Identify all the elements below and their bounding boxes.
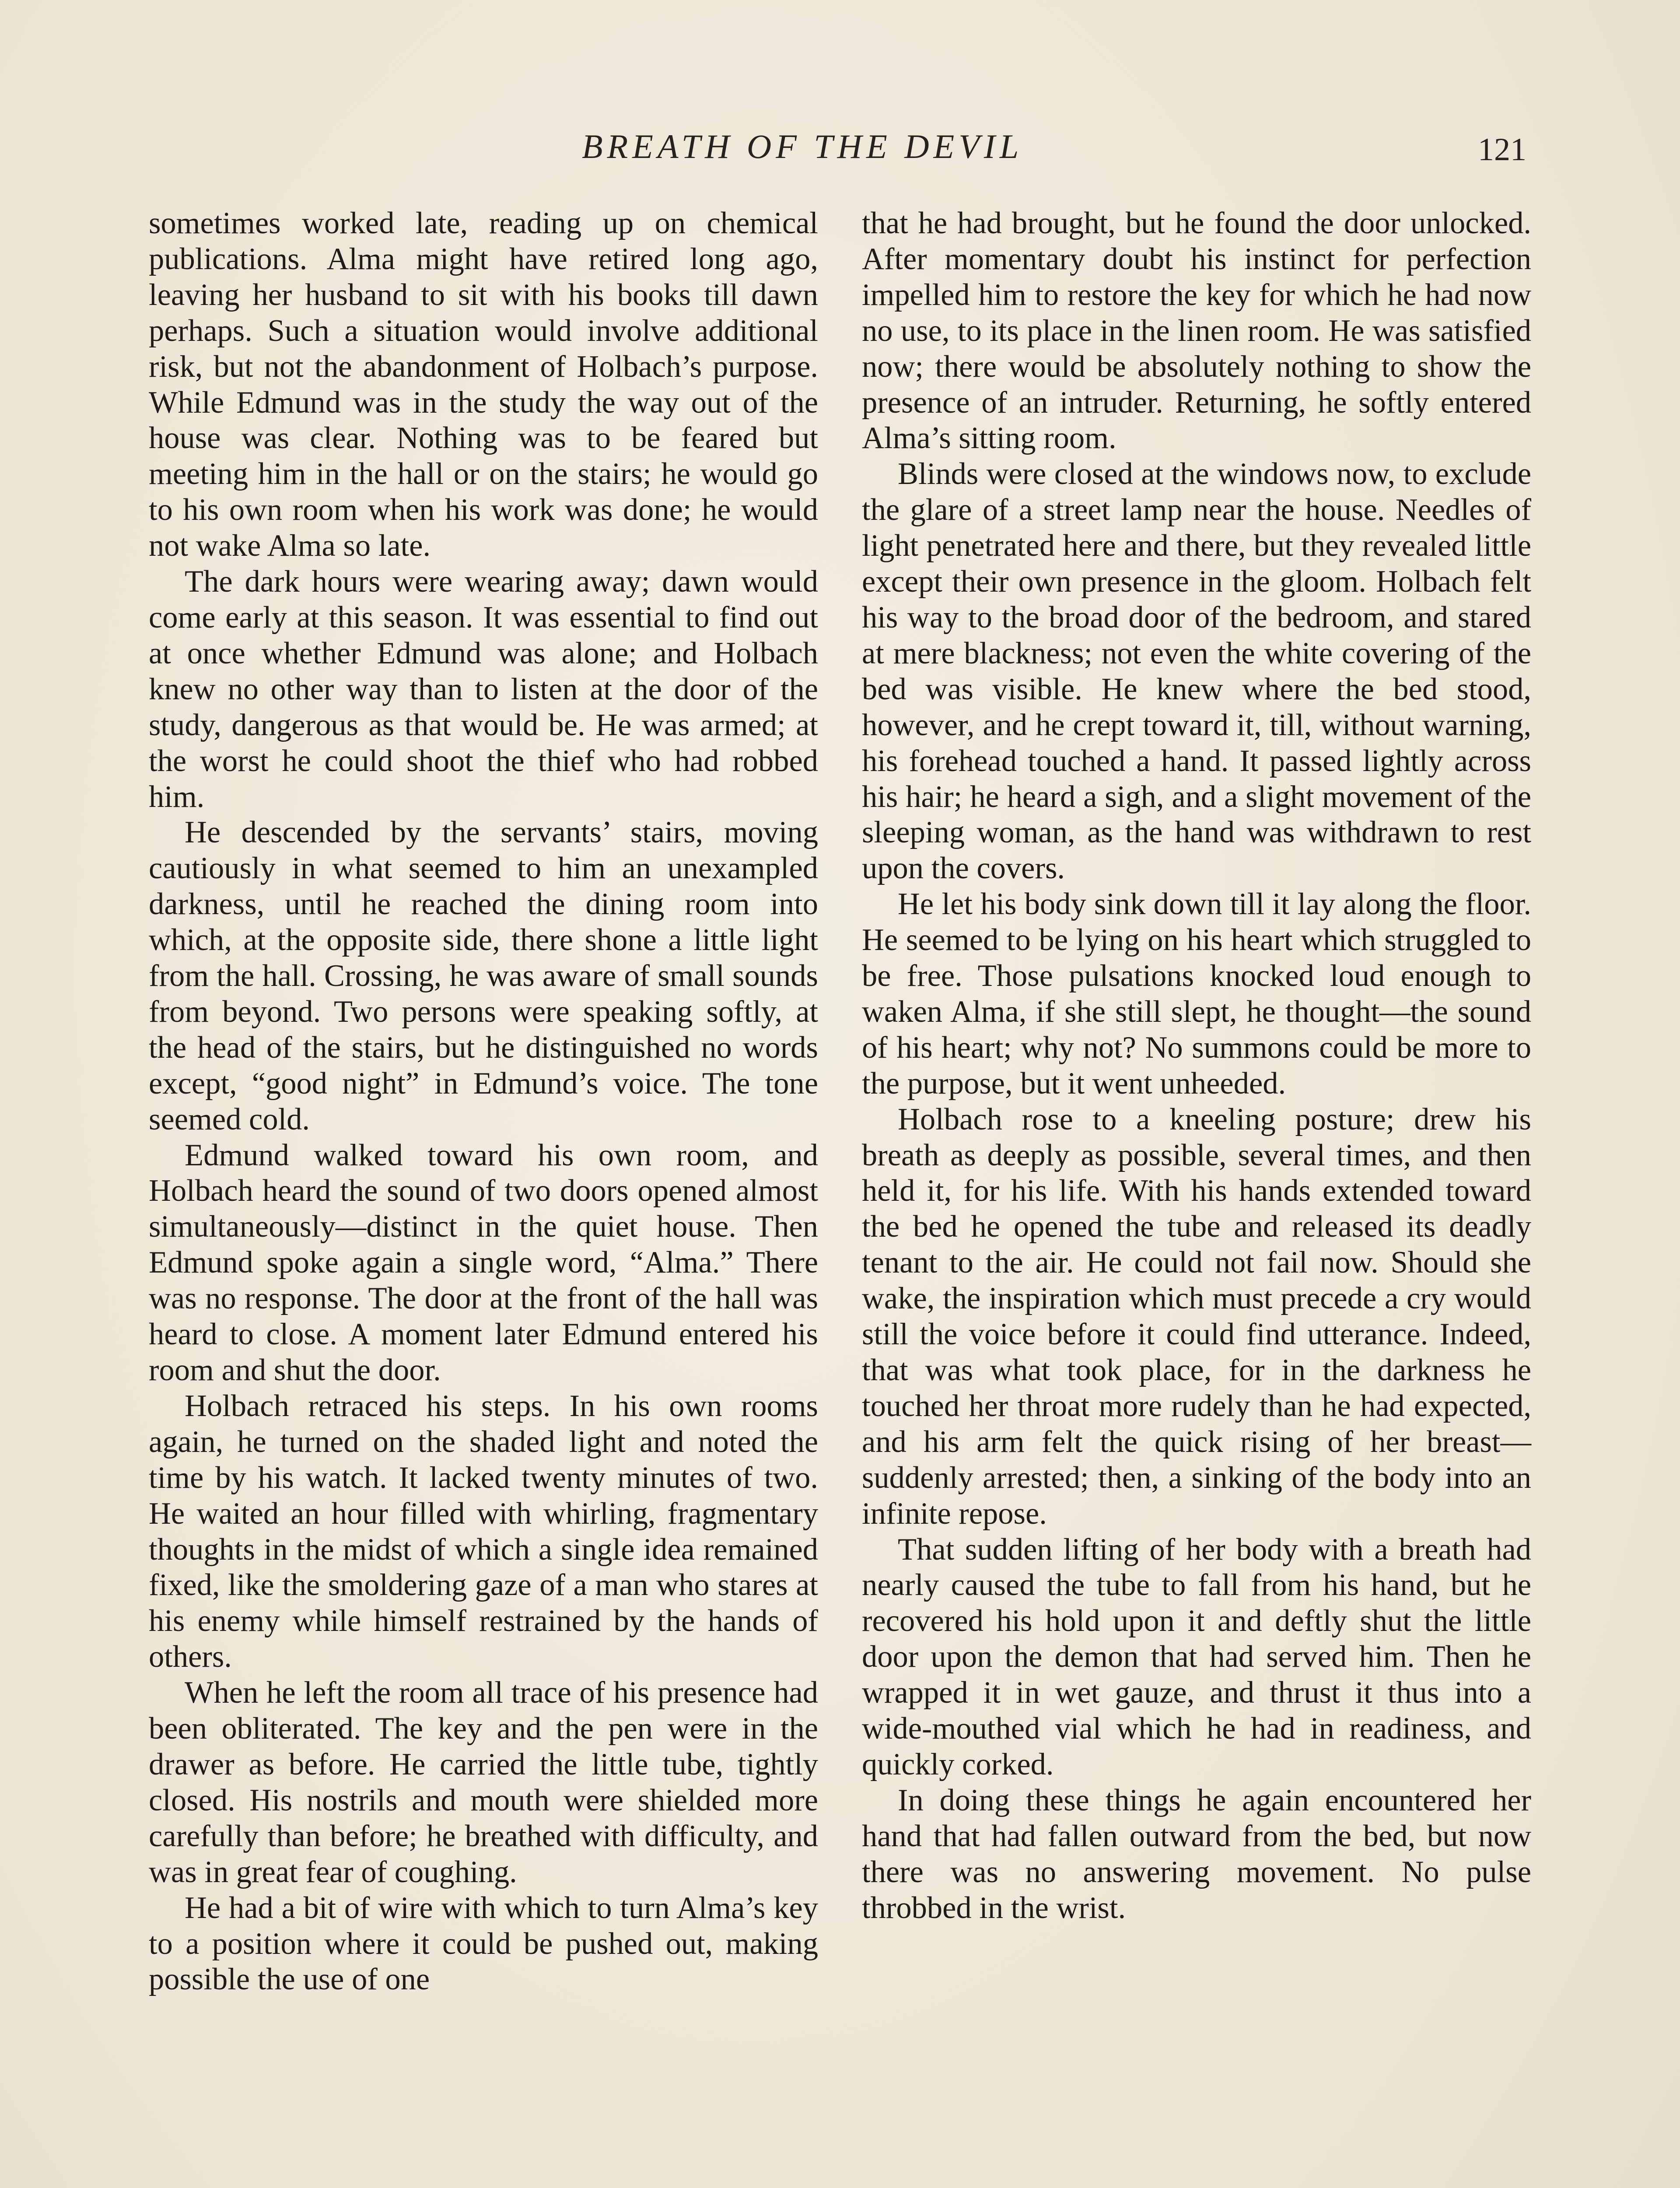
paragraph: that he had brought, but he found the door unlocked. After momentary doubt his instinct for perfection impelled him to restore the key for which he had now no use, to its place in the linen room. He was satisfied now; there would be absolutely nothing to show the presence of an intruder. Returning, he softly entered Alma’s sitting room. — [862, 206, 1531, 456]
right-text-column — [862, 206, 1531, 1926]
paragraph: He let his body sink down till it lay along the floor. He seemed to be lying on his heart which struggled to be free. Those pulsations knocked loud enough to waken Alma, if she still slept, he thought—the sound of his heart; why not? No summons could be more to the purpose, but it went unheeded. — [862, 887, 1531, 1101]
paragraph: Holbach rose to a kneeling posture; drew his breath as deeply as possible, several times, and then held it, for his life. With his hands extended toward the bed he opened the tube and released its deadly tenant to the air. He could not fail now. Should she wake, the inspiration which must precede a cry would still the voice before it could find utterance. Indeed, that was what took place, for in the darkness he touched her throat more rudely than he had expected, and his arm felt the quick rising of her breast—suddenly arrested; then, a sinking of the body into an infinite repose. — [862, 1102, 1531, 1531]
paragraph: Blinds were closed at the windows now, to exclude the glare of a street lamp near the house. Needles of light penetrated here and there, but they revealed little except their own presence in the gloom. Holbach felt his way to the broad door of the bedroom, and stared at mere blackness; not even the white covering of the bed was visible. He knew where the bed stood, however, and he crept toward it, till, without warning, his forehead touched a hand. It passed lightly across his hair; he heard a sigh, and a slight movement of the sleeping woman, as the hand was withdrawn to rest upon the covers. — [862, 457, 1531, 886]
left-text-column — [149, 206, 818, 1998]
paragraph: He descended by the servants’ stairs, moving cautiously in what seemed to him an unexampled darkness, until he reached the dining room into which, at the opposite side, there shone a little light from the hall. Crossing, he was aware of small sounds from beyond. Two persons were speaking softly, at the head of the stairs, but he distinguished no words except, “good night” in Edmund’s voice. The tone seemed cold. — [149, 815, 818, 1136]
paragraph: The dark hours were wearing away; dawn would come early at this season. It was essential to find out at once whether Edmund was alone; and Holbach knew no other way than to listen at the door of the study, dangerous as that would be. He was armed; at the worst he could shoot the thief who had robbed him. — [149, 565, 818, 814]
paragraph: That sudden lifting of her body with a breath had nearly caused the tube to fall from his hand, but he recovered his hold upon it and deftly shut the little door upon the demon that had served him. Then he wrapped it in wet gauze, and thrust it thus into a wide-mouthed vial which he had in readiness, and quickly corked. — [862, 1532, 1531, 1781]
paragraph: Holbach retraced his steps. In his own rooms again, he turned on the shaded light and noted the time by his watch. It lacked twenty minutes of two. He waited an hour filled with whirling, fragmentary thoughts in the midst of which a single idea remained fixed, like the smoldering gaze of a man who stares at his enemy while himself restrained by the hands of others. — [149, 1389, 818, 1674]
paragraph: sometimes worked late, reading up on chemical publications. Alma might have retired long ago, leaving her husband to sit with his books till dawn perhaps. Such a situation would involve additional risk, but not the abandonment of Holbach’s purpose. While Edmund was in the study the way out of the house was clear. Nothing was to be feared but meeting him in the hall or on the stairs; he would go to his own room when his work was done; he would not wake Alma so late. — [149, 206, 818, 563]
running-title: BREATH OF THE DEVIL — [582, 127, 1023, 165]
page-number: 121 — [1478, 132, 1526, 168]
paragraph: In doing these things he again encountered her hand that had fallen outward from the bed, but now there was no answering movement. No pulse throbbed in the wrist. — [862, 1783, 1531, 1925]
paragraph: Edmund walked toward his own room, and Holbach heard the sound of two doors opened almost simultaneously—distinct in the quiet house. Then Edmund spoke again a single word, “Alma.” There was no response. The door at the front of the hall was heard to close. A moment later Edmund entered his room and shut the door. — [149, 1138, 818, 1387]
paragraph: He had a bit of wire with which to turn Alma’s key to a position where it could be pushed out, making possible the use of one — [149, 1890, 818, 1997]
paragraph: When he left the room all trace of his presence had been obliterated. The key and the pen were in the drawer as before. He carried the little tube, tightly closed. His nostrils and mouth were shielded more carefully than before; he breathed with difficulty, and was in great fear of coughing. — [149, 1676, 818, 1889]
